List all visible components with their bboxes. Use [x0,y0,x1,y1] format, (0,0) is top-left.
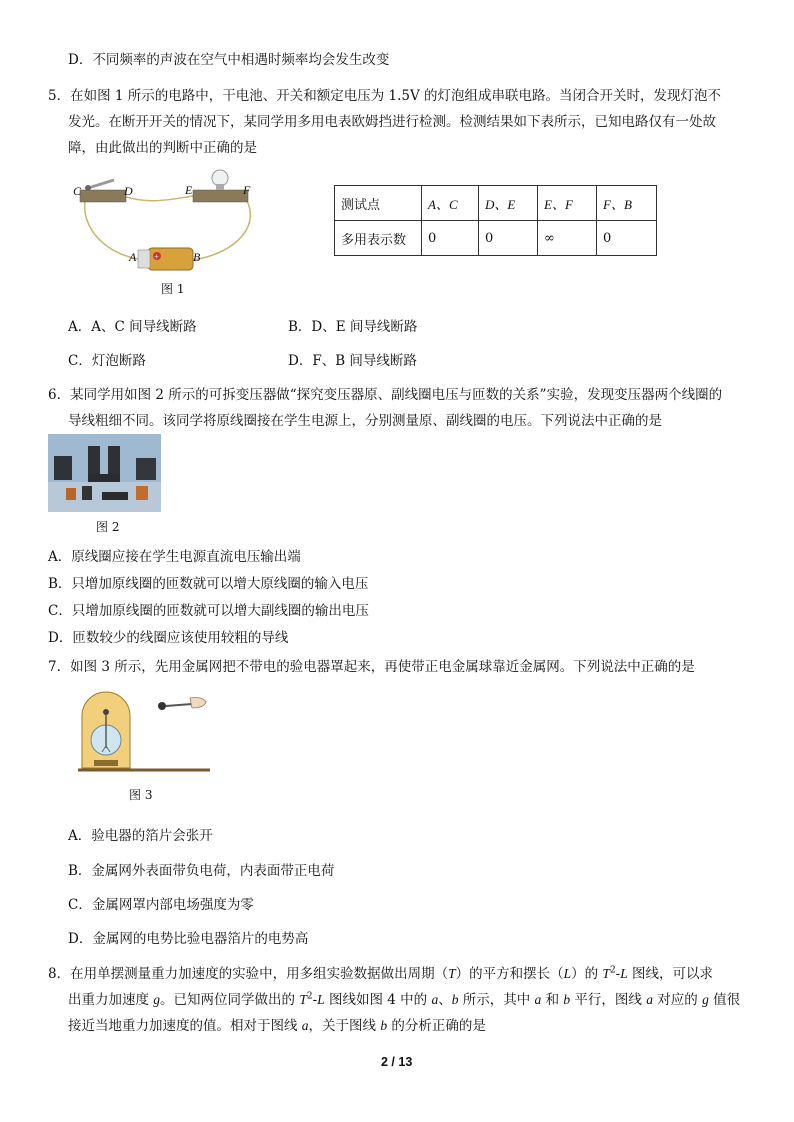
table-cell: E、F [538,186,597,221]
q8-text: ，关于图线 [308,1018,381,1034]
q8-var-g: g [153,992,161,1007]
q7-option-d: D．金属网的电势比验电器箔片的电势高 [68,931,309,947]
q7-option-a: A．验电器的箔片会张开 [68,828,213,844]
q7-option-b: B．金属网外表面带负电荷，内表面带正电荷 [68,863,335,879]
table-cell: 测试点 [335,186,422,221]
table-cell: 多用表示数 [335,221,422,256]
q8-text: 8．在用单摆测量重力加速度的实验中，用多组实验数据做出周期（ [48,966,449,982]
q8-stem-line3 [68,1014,486,1034]
q8-text: - [312,992,318,1008]
q8-text: ）的 [571,966,603,982]
q5-stem-line3: 障，由此做出的判断中正确的是 [68,140,257,156]
table-cell: 0 [479,221,538,256]
table-cell: D、E [479,186,538,221]
figure-2-transformer-photo [48,434,161,512]
fig1-label-d: D [124,184,133,198]
q8-var-a: a [646,992,653,1007]
q8-var-a: a [301,1018,309,1033]
fig1-label-a: A [129,250,137,264]
q5-option-d: D．F、B 间导线断路 [288,353,417,369]
q8-var-L: L [620,966,628,981]
q8-text: - [615,966,621,982]
fig1-label-b: B [193,250,201,264]
figure-3-electroscope [78,690,210,776]
q6-option-d: D．匝数较少的线圈应该使用较粗的导线 [48,630,289,646]
table-cell: A、C [422,186,479,221]
q6-option-b: B．只增加原线圈的匝数就可以增大原线圈的输入电压 [48,576,369,592]
q8-text: 所示，其中 [458,992,535,1008]
q8-text: 对应的 [652,992,703,1008]
q8-text: 出重力加速度 [68,992,154,1008]
q8-text: 和 [541,992,564,1008]
q5-option-b: B．D、E 间导线断路 [288,319,418,335]
q5-option-c: C．灯泡断路 [68,353,146,369]
fig1-label-e: E [185,183,193,197]
q8-var-g: g [702,992,709,1007]
q8-text: 、 [438,992,452,1008]
q8-var-T: T [299,992,307,1007]
q8-var-b: b [451,992,459,1007]
q8-var-b: b [380,1018,388,1033]
figure-2-caption: 图 2 [96,520,120,534]
figure-3-caption: 图 3 [129,788,153,802]
q8-text: 图线，可以求 [627,966,714,982]
q8-text: 值很 [708,992,741,1008]
q8-text: 图线如图 4 中的 [324,992,432,1008]
q5-test-table [334,185,657,256]
q8-text: 接近当地重力加速度的值。相对于图线 [68,1018,302,1034]
q6-stem-line2: 导线粗细不同。该同学将原线圈接在学生电源上，分别测量原、副线圈的电压。下列说法中正确的是 [68,413,662,429]
q8-text: 平行，图线 [570,992,647,1008]
q5-option-a: A．A、C 间导线断路 [68,319,197,335]
q4-option-d: D．不同频率的声波在空气中相遇时频率均会发生改变 [68,52,390,68]
table-cell: F、B [597,186,657,221]
table-row [335,221,657,256]
q8-stem-line1 [48,962,713,982]
q8-superscript: 2 [306,991,313,1002]
q8-text: 的分析正确的是 [387,1018,486,1034]
q5-stem-line2: 发光。在断开开关的情况下，某同学用多用电表欧姆挡进行检测。检测结果如下表所示，已知电路仅有一处故 [68,114,716,130]
table-cell: 0 [597,221,657,256]
table-cell: 0 [422,221,479,256]
q7-option-c: C．金属网罩内部电场强度为零 [68,897,254,913]
table-cell: ∞ [538,221,597,256]
table-row [335,186,657,221]
q5-stem-line1: 5．在如图 1 所示的电路中，干电池、开关和额定电压为 1.5V 的灯泡组成串联电路。当闭合开关时，发现灯泡不 [48,88,722,104]
q8-var-T: T [602,966,610,981]
q8-var-L: L [317,992,325,1007]
fig1-label-c: C [73,184,82,198]
fig1-label-f: F [243,183,251,197]
q8-var-L: L [563,966,572,981]
q8-var-T: T [448,966,456,981]
figure-1-caption: 图 1 [161,282,185,296]
q8-var-b: b [563,992,571,1007]
page-number: 2 / 13 [381,1055,413,1069]
q7-stem-line1: 7．如图 3 所示，先用金属网把不带电的验电器罩起来，再使带正电金属球靠近金属网。下列说法中正确的是 [48,659,695,675]
q6-stem-line1: 6．某同学用如图 2 所示的可拆变压器做“探究变压器原、副线圈电压与匝数的关系”实验，发现变压器两个线圈的 [48,387,723,403]
q6-option-c: C．只增加原线圈的匝数就可以增大副线圈的输出电压 [48,603,369,619]
q8-text: 。已知两位同学做出的 [160,992,300,1008]
q8-var-a: a [431,992,439,1007]
svg-text:+: + [153,253,160,261]
q8-superscript: 2 [609,965,616,976]
q8-text: ）的平方和摆长（ [455,966,564,982]
q8-stem-line2 [68,988,740,1008]
q6-option-a: A．原线圈应接在学生电源直流电压输出端 [48,549,301,565]
q8-var-a: a [534,992,542,1007]
